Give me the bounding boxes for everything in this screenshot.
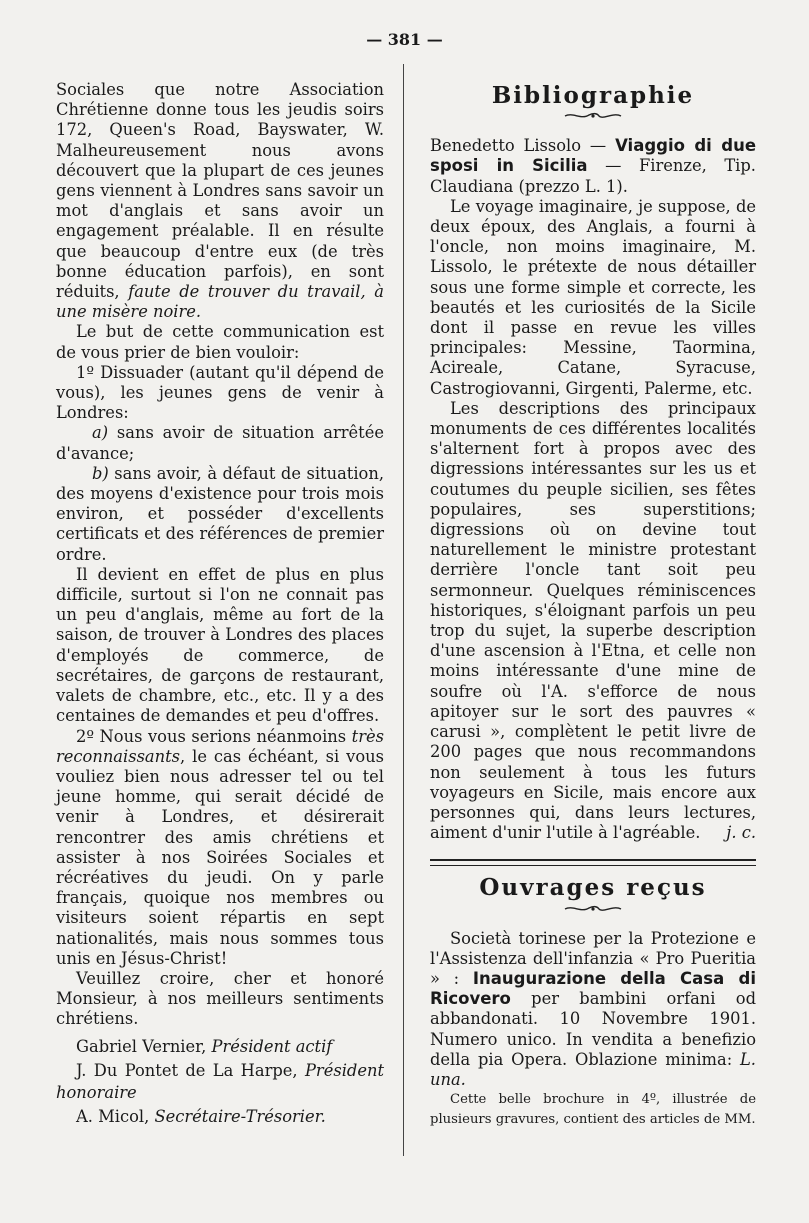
signatures bbox=[56, 1036, 384, 1128]
paragraph: Le but de cette communication est de vous prier de bien vouloir: bbox=[56, 322, 384, 362]
paragraph: 1º Dissuader (autant qu'il dépend de vous), les jeunes gens de venir à Londres: bbox=[56, 362, 384, 423]
paragraph: Società torinese per la Protezione e l'Assistenza dell'infanzia « Pro Pueritia » : Inaugurazione della Casa di Ricovero per bambini orfani od abbandonati. 10 Novembre 1901. Numero unico. In vendita a benefizio della pia Opera. Oblazione minima: L. una. bbox=[430, 928, 756, 1089]
signature: A. Micol, Secrétaire-Trésorier. bbox=[76, 1106, 326, 1126]
column-divider bbox=[403, 64, 404, 1156]
author-initials: j. c. bbox=[726, 823, 756, 843]
paragraph: Sociales que notre Association Chrétienne donne tous les jeudis soirs 172, Queen's Road, Bayswater, W. Malheureusement nous avons découvert que la plupart de ces jeunes gens viennent à Londres sans savoir un mot d'anglais et sans avoir un engagement préalable. Il en résulte que beaucoup d'entre eux (de très bonne éducation parfois), en sont réduits, faute de trouver du travail, à une misère noire. bbox=[56, 80, 384, 322]
paragraph: Il devient en effet de plus en plus difficile, surtout si l'on ne connait pas un peu d'anglais, même au fort de la saison, de trouver à Londres des places d'employés de commerce, de secrétaires, de garçons de restaurant, valets de chambre, etc., etc. Il y a des centaines de demandes et peu d'offres. bbox=[56, 564, 384, 726]
signature: J. Du Pontet de La Harpe, Président honoraire bbox=[56, 1060, 384, 1102]
bibliography-title: Bibliographie bbox=[491, 82, 695, 109]
book-reference: Benedetto Lissolo — Viaggio di due sposi in Sicilia — Firenze, Tip. Claudiana (prezzo L. 1). bbox=[430, 136, 757, 196]
page-number: — 381 — bbox=[366, 30, 443, 49]
left-column bbox=[56, 80, 384, 1128]
paragraph: Le voyage imaginaire, je suppose, de deux époux, des Anglais, a fourni à l'oncle, non moins imaginaire, M. Lissolo, le prétexte de nous détailler sous une forme simple et correcte, les beautés et les curiosités de la Sicile dont il passe en revue les villes principales: Messine, Taormina, Acireale, Catane, Syracuse, Castrogiovanni, Girgenti, Palerme, etc. bbox=[430, 196, 756, 398]
section-rule bbox=[430, 865, 756, 866]
paragraph: Les descriptions des principaux monuments de ces différentes localités s'alternent fort à propos avec des digressions intéressantes sur les us et coutumes du peuple sicilien, ses fêtes populaires, ses superstitions; digressions où on devine tout naturellement le ministre protestant derrière l'oncle tant soit peu sermonneur. Quelques réminiscences historiques, s'éloignant parfois un peu trop du sujet, la superbe description d'une ascension à l'Etna, et celle non moins intéressante d'une mine de soufre où l'A. s'efforce de nous apitoyer sur le sort des pauvres « carusi », complètent le petit livre de 200 pages que nous recommandons non seulement à tous les futurs voyageurs en Sicile, mais encore aux personnes qui, dans leurs lectures, aiment d'unir l'utile à l'agréable. j. c. bbox=[430, 398, 756, 843]
signature: Gabriel Vernier, Président actif bbox=[76, 1036, 333, 1056]
paragraph: Cette belle brochure in 4º, illustrée de plusieurs gravures, contient des articles de MM. bbox=[430, 1092, 756, 1128]
right-column bbox=[430, 80, 756, 1130]
ornament-icon bbox=[563, 110, 623, 122]
ornament-icon bbox=[563, 903, 623, 915]
section-rule bbox=[430, 859, 756, 861]
paragraph: b) sans avoir, à défaut de situation, des moyens d'existence pour trois mois environ, et posséder d'excellents certificats et des références de premier ordre. bbox=[56, 463, 384, 564]
paragraph: Veuillez croire, cher et honoré Monsieur, à nos meilleurs sentiments chrétiens. bbox=[56, 968, 384, 1029]
received-works-title: Ouvrages reçus bbox=[479, 874, 707, 902]
paragraph: a) sans avoir de situation arrêtée d'avance; bbox=[56, 423, 384, 463]
paragraph: 2º Nous vous serions néanmoins très reconnaissants, le cas échéant, si vous vouliez bien nous adresser tel ou tel jeune homme, qui serait décidé de venir à Londres, et désirerait rencontrer des amis chrétiens et assister à nos Soirées Sociales et récréatives du jeudi. On y parle français, quoique nos membres ou visiteurs soient répartis en sept nationalités, mais nous sommes tous unis en Jésus-Christ! bbox=[56, 726, 384, 968]
